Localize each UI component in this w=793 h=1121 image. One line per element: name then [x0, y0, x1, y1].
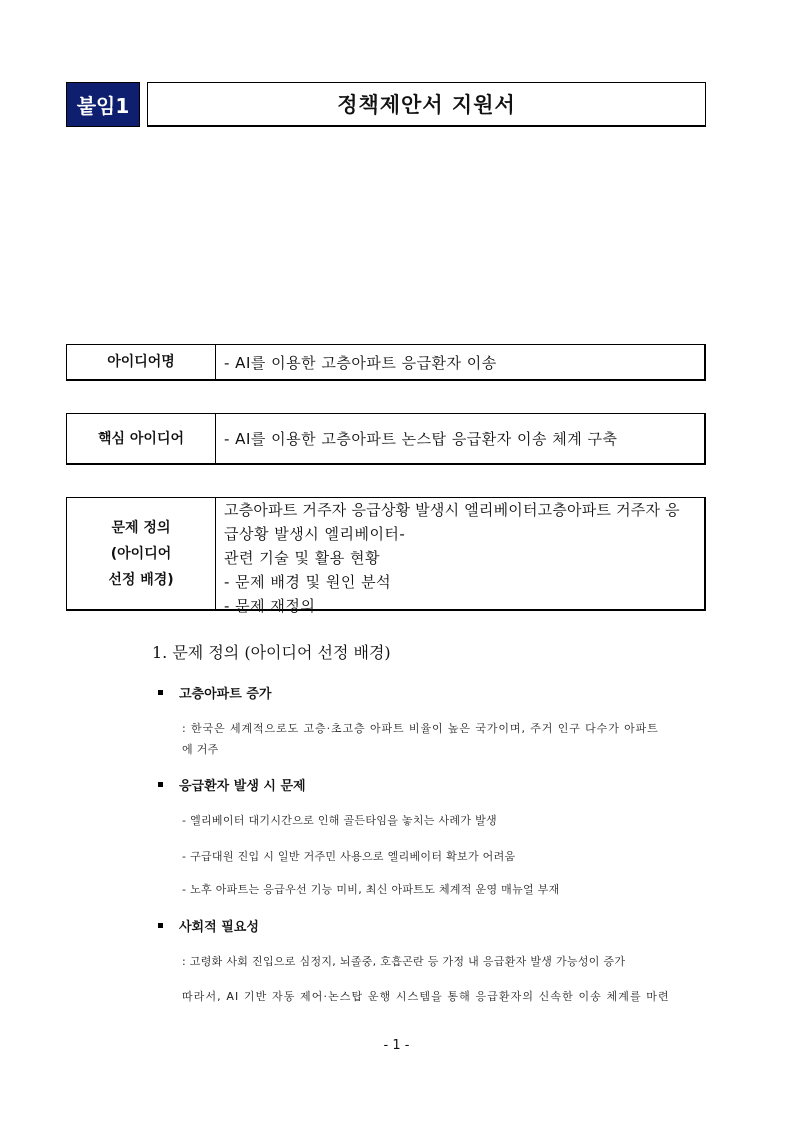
bullet-icon — [158, 782, 163, 787]
core-idea-label: 핵심 아이디어 — [67, 414, 216, 463]
bullet-item-title — [158, 916, 259, 935]
problem-value-line: 관련 기술 및 활용 현황 — [224, 549, 380, 567]
idea-name-value: - AI를 이용한 고층아파트 응급환자 이송 — [224, 353, 497, 372]
paragraph-line: : 한국은 세계적으로도 고층·초고층 아파트 비율이 높은 국가이며, 주거 인구 다수가 아파트 — [182, 722, 659, 735]
page-number: - 1 - — [383, 1038, 410, 1053]
paragraph-line: 따라서, AI 기반 자동 제어·논스탑 운행 시스템을 통해 응급환자의 신속한 이송 체계를 마련 — [182, 990, 670, 1003]
problem-value-line: 고층아파트 거주자 응급상황 발생시 엘리베이터고층아파트 거주자 응 — [224, 501, 680, 519]
bullet-title: 고층아파트 증가 — [179, 687, 272, 702]
problem-value-line: 급상황 발생시 엘리베이터- — [224, 525, 406, 543]
problem-definition-label — [67, 498, 216, 609]
idea-name-table — [66, 344, 706, 381]
document-title: 정책제안서 지원서 — [147, 82, 706, 127]
paragraph-line: : 고령화 사회 진입으로 심정지, 뇌졸중, 호흡곤란 등 가정 내 응급환자 발생 가능성이 증가 — [182, 955, 626, 968]
problem-definition-value — [216, 498, 704, 615]
bullet-icon — [158, 923, 163, 928]
paragraph-line: 에 거주 — [182, 743, 219, 756]
paragraph-line: - 엘리베이터 대기시간으로 인해 골든타임을 놓치는 사례가 발생 — [182, 814, 497, 827]
problem-value-line: - 문제 배경 및 원인 분석 — [224, 573, 392, 591]
problem-value-line: - 문제 재정의 — [224, 597, 316, 615]
paragraph-line: - 구급대원 진입 시 일반 거주민 사용으로 엘리베이터 확보가 어려움 — [182, 850, 516, 863]
idea-name-label: 아이디어명 — [67, 345, 216, 379]
paragraph-line: - 노후 아파트는 응급우선 기능 미비, 최신 아파트도 체계적 운영 매뉴얼 부재 — [182, 883, 560, 896]
problem-label-line: (아이디어 — [110, 545, 172, 562]
problem-definition-table — [66, 497, 706, 615]
bullet-item-title — [158, 683, 271, 702]
attachment-badge: 붙임1 — [66, 82, 140, 127]
bullet-title: 사회적 필요성 — [179, 920, 259, 935]
bullet-title: 응급환자 발생 시 문제 — [179, 779, 306, 794]
section-heading: 1. 문제 정의 (아이디어 선정 배경) — [152, 643, 391, 662]
problem-label-line: 문제 정의 — [111, 519, 171, 536]
core-idea-value: - AI를 이용한 고층아파트 논스탑 응급환자 이송 체계 구축 — [224, 430, 618, 448]
bullet-item-title — [158, 775, 306, 794]
problem-label-line: 선정 배경) — [108, 571, 174, 588]
bullet-icon — [158, 690, 163, 695]
core-idea-table — [66, 413, 706, 465]
